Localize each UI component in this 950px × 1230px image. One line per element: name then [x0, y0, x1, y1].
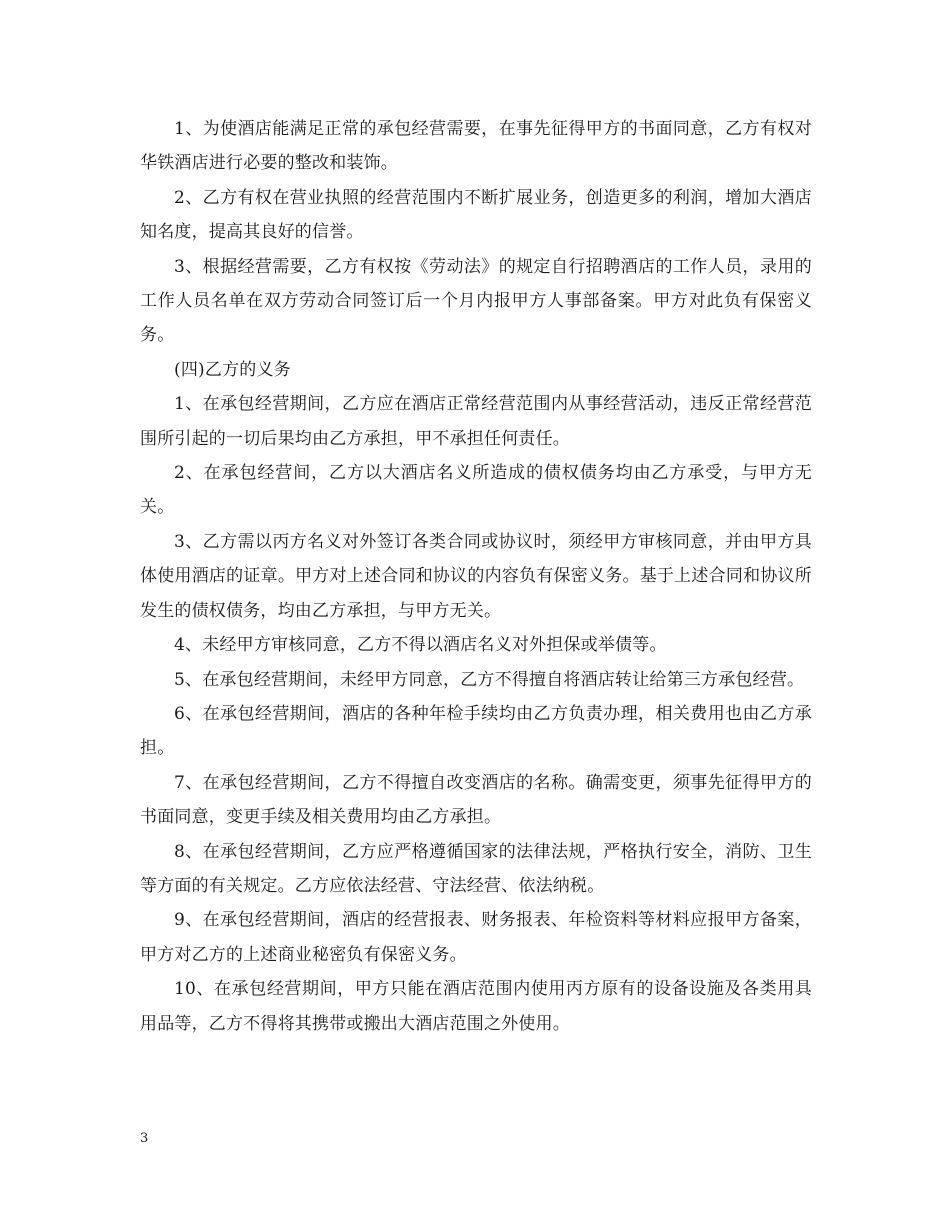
paragraph-13: 9、在承包经营期间，酒店的经营报表、财务报表、年检资料等材料应报甲方备案，甲方对乙方的上述商业秘密负有保密义务。 — [140, 910, 812, 965]
page-number: 3 — [140, 1131, 149, 1146]
paragraph-11: 7、在承包经营期间，乙方不得擅自改变酒店的名称。确需变更，须事先征得甲方的书面同意，变更手续及相关费用均由乙方承担。 — [140, 772, 812, 828]
paragraph-9: 5、在承包经营期间，未经甲方同意，乙方不得擅自将酒店转让给第三方承包经营。 — [174, 669, 805, 690]
paragraph-8: 4、未经甲方审核同意，乙方不得以酒店名义对外担保或举债等。 — [174, 635, 667, 656]
paragraph-12: 8、在承包经营期间，乙方应严格遵循国家的法律法规，严格执行安全，消防、卫生等方面的有关规定。乙方应依法经营、守法经营、依法纳税。 — [140, 841, 812, 896]
paragraph-7: 3、乙方需以丙方名义对外签订各类合同或协议时，须经甲方审核同意，并由甲方具体使用酒店的证章。甲方对上述合同和协议的内容负有保密义务。基于上述合同和协议所发生的债权债务，均由乙方承担，与甲方无关。 — [140, 531, 812, 621]
paragraph-2: 2、乙方有权在营业执照的经营范围内不断扩展业务，创造更多的利润，增加大酒店知名度，提高其良好的信誉。 — [140, 187, 812, 243]
paragraph-10: 6、在承包经营期间，酒店的各种年检手续均由乙方负责办理，相关费用也由乙方承担。 — [140, 703, 812, 759]
section-heading: (四)乙方的义务 — [174, 359, 291, 380]
paragraph-1: 1、为使酒店能满足正常的承包经营需要，在事先征得甲方的书面同意，乙方有权对华铁酒店进行必要的整改和装饰。 — [140, 119, 812, 174]
paragraph-5: 1、在承包经营期间，乙方应在酒店正常经营范围内从事经营活动，违反正常经营范围所引起的一切后果均由乙方承担，甲不承担任何责任。 — [140, 394, 812, 449]
paragraph-14: 10、在承包经营期间，甲方只能在酒店范围内使用丙方原有的设备设施及各类用具用品等，乙方不得将其携带或搬出大酒店范围之外使用。 — [140, 979, 812, 1034]
paragraph-6: 2、在承包经营间，乙方以大酒店名义所造成的债权债务均由乙方承受，与甲方无关。 — [140, 463, 812, 518]
document-body — [140, 112, 812, 1041]
paragraph-3: 3、根据经营需要，乙方有权按《劳动法》的规定自行招聘酒店的工作人员，录用的工作人员名单在双方劳动合同签订后一个月内报甲方人事部备案。甲方对此负有保密义务。 — [140, 256, 812, 346]
